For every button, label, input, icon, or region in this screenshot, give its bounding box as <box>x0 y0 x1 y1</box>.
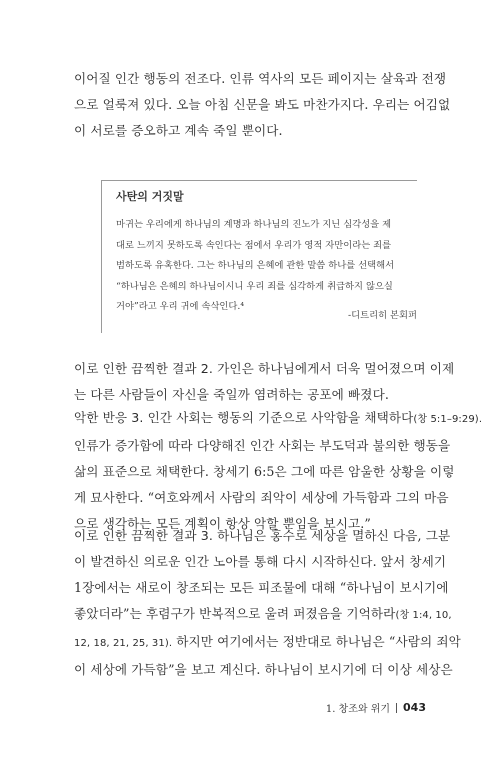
quote-box-title: 사탄의 거짓말 <box>116 190 184 203</box>
paragraph-line <box>74 601 452 629</box>
paragraph-line: 게 묘사한다. “여호와께서 사람의 죄악이 세상에 가득함과 그의 마음 <box>74 490 449 505</box>
paragraph-consequence-2 <box>74 356 455 408</box>
paragraph-line: 삶의 표준으로 채택한다. 창세기 6:5은 그에 따른 암울한 상황을 이렇 <box>74 464 455 479</box>
paragraph-line <box>74 405 483 433</box>
paragraph-text: 하지만 여기에서는 정반대로 하나님은 “사람의 죄악 <box>172 634 461 649</box>
paragraph-line: 는 다른 사람들이 자신을 죽일까 염려하는 공포에 빠졌다. <box>74 387 389 402</box>
paragraph-line <box>74 356 455 382</box>
page-footer <box>326 700 426 715</box>
paragraph-line: 인류가 증가함에 따라 다양해진 인간 사회는 부도덕과 불의한 행동을 <box>74 438 451 453</box>
footer-divider <box>396 703 397 713</box>
paragraph-line: 이 서로를 증오하고 계속 죽일 뿐이다. <box>74 123 283 138</box>
consequence-heading: 이로 인한 끔찍한 결과 3. <box>74 528 214 543</box>
paragraph-text: 하나님은 홍수로 세상을 멸하신 다음, 그분 <box>213 528 451 543</box>
quote-box <box>101 180 417 333</box>
chapter-title: 1. 창조와 위기 <box>325 704 391 715</box>
paragraph-line: 이 세상에 가득함”을 보고 계신다. 하나님이 보시기에 더 이상 세상은 <box>74 662 453 677</box>
paragraph-line: 이 발견하신 의로운 인간 노아를 통해 다시 시작하신다. 앞서 창세기 <box>74 554 447 569</box>
scripture-reference: (창 1:4, 10, <box>395 610 452 621</box>
paragraph-line: 으로 생각하는 모든 계획이 항상 악할 뿐임을 보시고.” <box>74 516 371 531</box>
paragraph-text: 좋았더라”는 후렴구가 반복적으로 울려 퍼졌음을 기억하라 <box>74 606 396 621</box>
paragraph-line <box>74 629 461 657</box>
page-number: 043 <box>403 701 426 714</box>
paragraph-text: 가인은 하나님에게서 더욱 멀어졌으며 이제 <box>213 361 455 376</box>
paragraph-line: 1장에서는 새로이 창조되는 모든 피조물에 대해 “하나님이 보시기에 <box>74 580 449 595</box>
scripture-reference: 12, 18, 21, 25, 31). <box>74 638 173 649</box>
paragraph-line: 으로 얼룩져 있다. 오늘 아침 신문을 봐도 마찬가지다. 우리는 어김없 <box>74 97 451 112</box>
quote-box-body <box>116 215 412 318</box>
quote-line: “하나님은 은혜의 하나님이시니 우리 죄를 심각하게 취급하지 않으실 <box>116 280 393 292</box>
paragraph-line <box>74 523 451 549</box>
paragraph-reaction-3 <box>74 405 483 537</box>
reaction-heading: 악한 반응 3. 인간 사회는 행동의 기준으로 사악함을 채택하다 <box>74 410 414 425</box>
quote-line: 거야”라고 우리 귀에 속삭인다.⁴ <box>116 301 245 312</box>
quote-line: 마귀는 우리에게 하나님의 계명과 하나님의 진노가 지닌 심각성을 제 <box>116 219 392 230</box>
paragraph-line: 이어질 인간 행동의 전조다. 인류 역사의 모든 페이지는 살육과 전쟁 <box>74 71 447 86</box>
scripture-reference: (창 5:1–9:29). <box>413 414 483 425</box>
quote-attribution: -디트리히 본회퍼 <box>348 310 417 321</box>
top-paragraph <box>74 66 451 144</box>
quote-line: 대로 느끼지 못하도록 속인다는 점에서 우리가 영적 자만이라는 죄를 <box>116 239 392 251</box>
quote-line: 범하도록 유혹한다. 그는 하나님의 은혜에 관한 말씀 하나를 선택해서 <box>116 260 395 271</box>
consequence-heading: 이로 인한 끔찍한 결과 2. <box>74 361 214 376</box>
paragraph-consequence-3 <box>74 523 461 683</box>
